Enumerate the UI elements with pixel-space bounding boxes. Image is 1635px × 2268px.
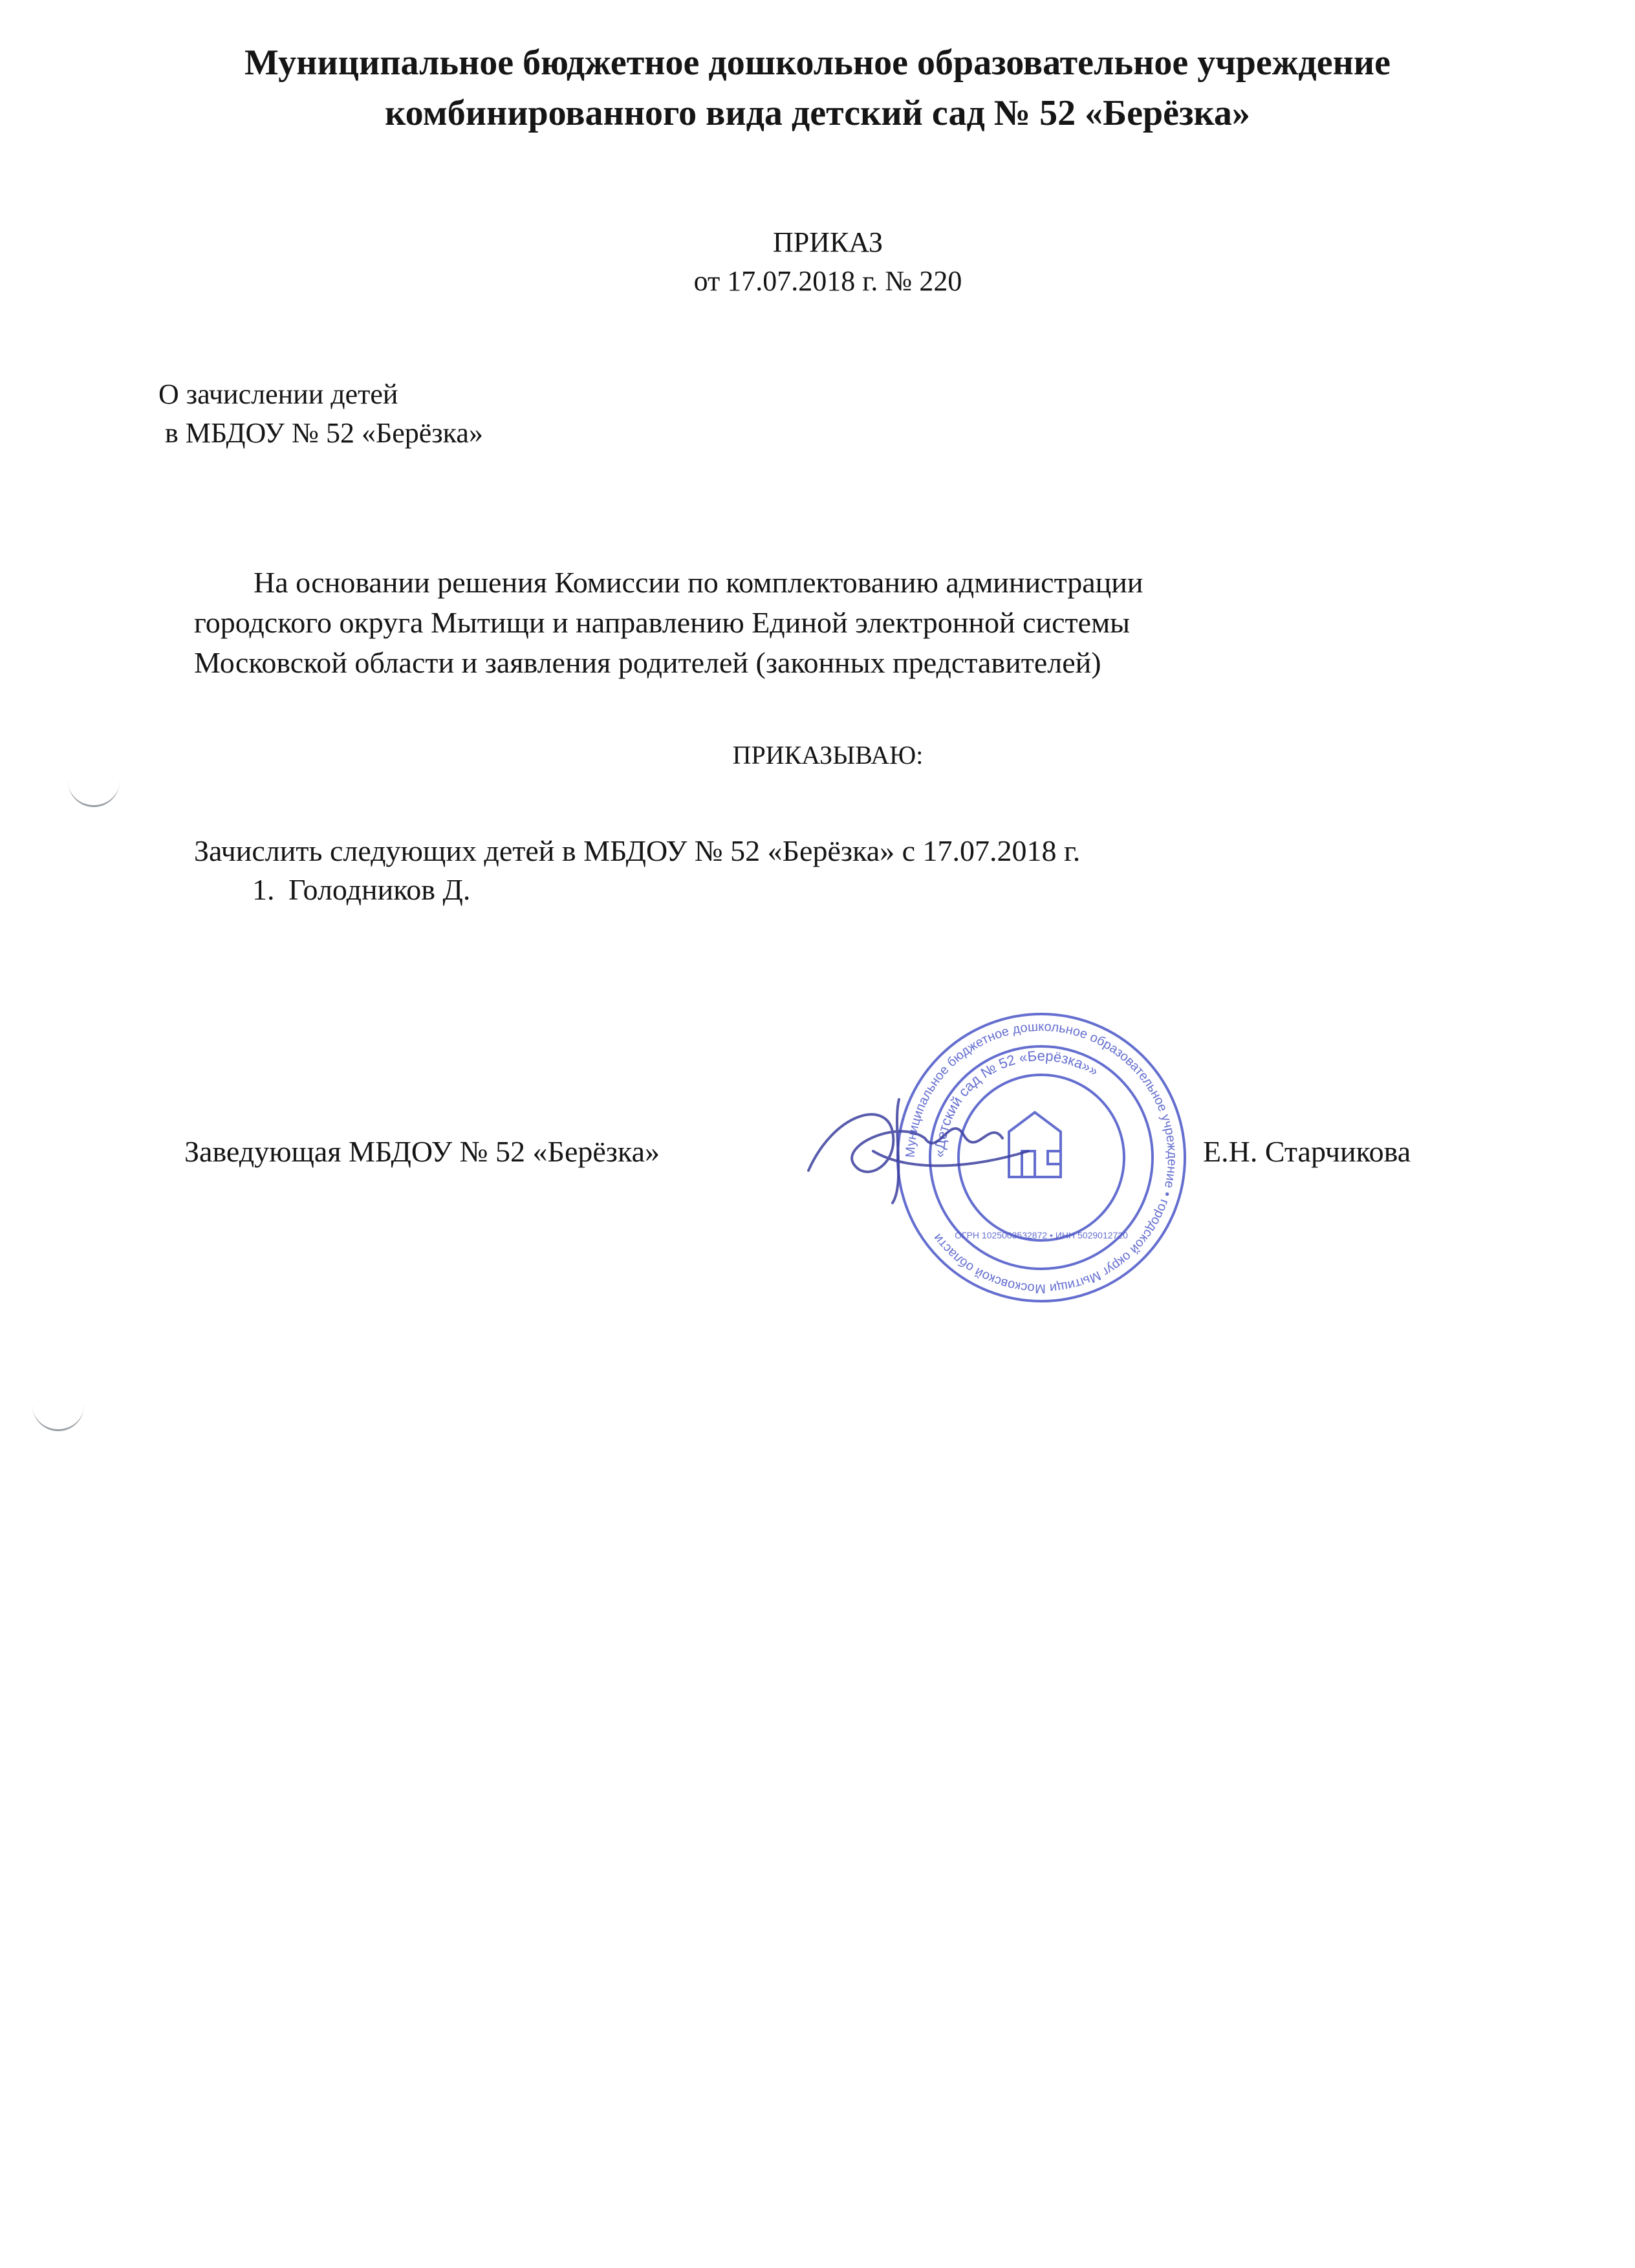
stamp-registration-text: ОГРН 1025003532872 • ИНН 5029012720	[955, 1230, 1128, 1240]
punch-hole-mark	[68, 779, 120, 807]
organization-title-line2: комбинированного вида детский сад № 52 «Берёзка»	[385, 93, 1250, 133]
subject-line2: в МБДОУ № 52 «Берёзка»	[165, 417, 483, 449]
list-item-name: Голодников Д.	[288, 873, 471, 906]
punch-hole-mark	[32, 1403, 84, 1431]
subject-line1: О зачислении детей	[158, 378, 398, 410]
children-list	[252, 870, 470, 910]
organization-title-line1: Муниципальное бюджетное дошкольное образовательное учреждение	[244, 43, 1391, 83]
basis-line2: городского округа Мытищи и направлению Единой электронной системы	[194, 606, 1131, 639]
organization-title	[0, 38, 1635, 138]
decree-word: ПРИКАЗЫВАЮ:	[732, 740, 924, 770]
handwritten-signature	[796, 1074, 1041, 1216]
list-item-number: 1.	[252, 873, 275, 906]
order-subject	[158, 375, 483, 453]
stamp-inner-text: «Детский сад № 52 «Берёзка»»	[931, 1047, 1101, 1158]
signatory-name: Е.Н. Старчикова	[1203, 1135, 1411, 1168]
order-number-date: от 17.07.2018 г. № 220	[693, 265, 962, 297]
enrollment-statement: Зачислить следующих детей в МБДОУ № 52 «Берёзка» с 17.07.2018 г.	[194, 834, 1081, 867]
order-title: ПРИКАЗ	[772, 226, 883, 258]
basis-line3: Московской области и заявления родителей (законных представителей)	[194, 646, 1101, 679]
stamp-outer-text: Муниципальное бюджетное дошкольное образовательное учреждение • городской округ Мытищи Московской области	[903, 1019, 1180, 1296]
order-heading	[660, 223, 996, 301]
list-item	[252, 870, 470, 910]
order-basis	[194, 563, 1455, 683]
basis-line1: На основании решения Комиссии по комплектованию администрации	[254, 566, 1143, 599]
signatory-position: Заведующая МБДОУ № 52 «Берёзка»	[184, 1135, 660, 1168]
